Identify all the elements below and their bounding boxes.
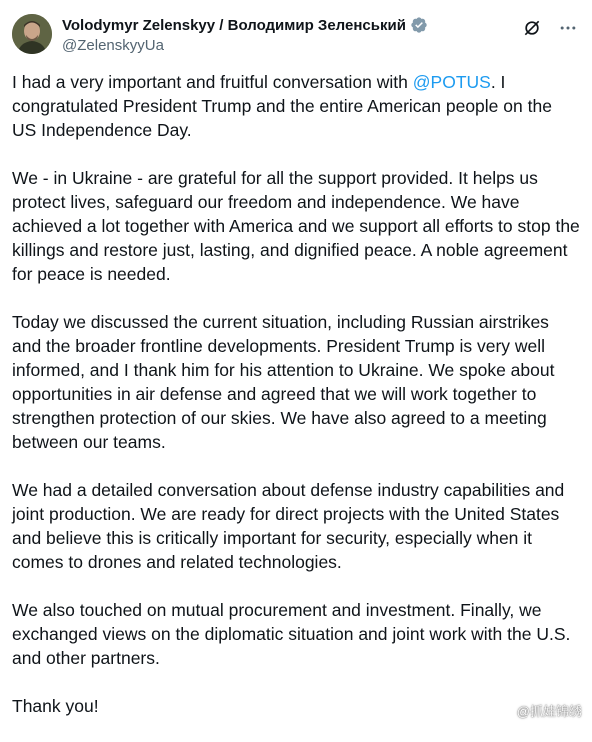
watermark	[495, 701, 582, 720]
paragraph-2: We - in Ukraine - are grateful for all the support provided. It helps us protect lives, safeguard our freedom and independence. We have achieved a lot together with America and we support all efforts to stop the killings and restore just, lasting, and dignified peace. A noble agreement for peace is needed.	[12, 168, 580, 284]
paragraph-5: We also touched on mutual procurement and investment. Finally, we exchanged views on the diplomatic situation and joint work with the U.S. and other partners.	[12, 600, 571, 668]
author-handle[interactable]: @ZelenskyyUa	[62, 37, 164, 54]
weibo-icon	[495, 704, 513, 718]
post-header	[12, 12, 580, 60]
header-actions	[520, 16, 580, 40]
paragraph-1-end: . I congratulated President Trump and the entire American people on the US Independence Day.	[12, 72, 552, 140]
grok-icon[interactable]	[520, 16, 544, 40]
avatar[interactable]	[12, 14, 52, 54]
avatar-image	[12, 14, 52, 54]
more-dots-icon[interactable]	[556, 16, 580, 40]
paragraph-1-start: I had a very important and fruitful conversation with	[12, 72, 413, 92]
author-block	[62, 16, 428, 54]
paragraph-4: We had a detailed conversation about defense industry capabilities and joint production. We are ready for direct projects with the United States and believe this is critically important for security, especially when it comes to drones and related technologies.	[12, 480, 565, 572]
paragraph-6: Thank you!	[12, 696, 99, 716]
paragraph-3: Today we discussed the current situation, including Russian airstrikes and the broader frontline developments. President Trump is very well informed, and I thank him for his attention to Ukraine. We spoke about opportunities in air defense and agreed that we will work together to strengthen protection of our skies. We have also agreed to a meeting between our teams.	[12, 312, 555, 452]
verified-badge-icon	[410, 16, 428, 34]
display-name[interactable]: Volodymyr Zelenskyy / Володимир Зеленський	[62, 16, 406, 34]
watermark-text: @抓娃锦绣	[516, 704, 582, 719]
mention-link[interactable]: @POTUS	[412, 72, 491, 92]
paragraph-1	[12, 70, 580, 142]
post-text	[12, 70, 580, 742]
